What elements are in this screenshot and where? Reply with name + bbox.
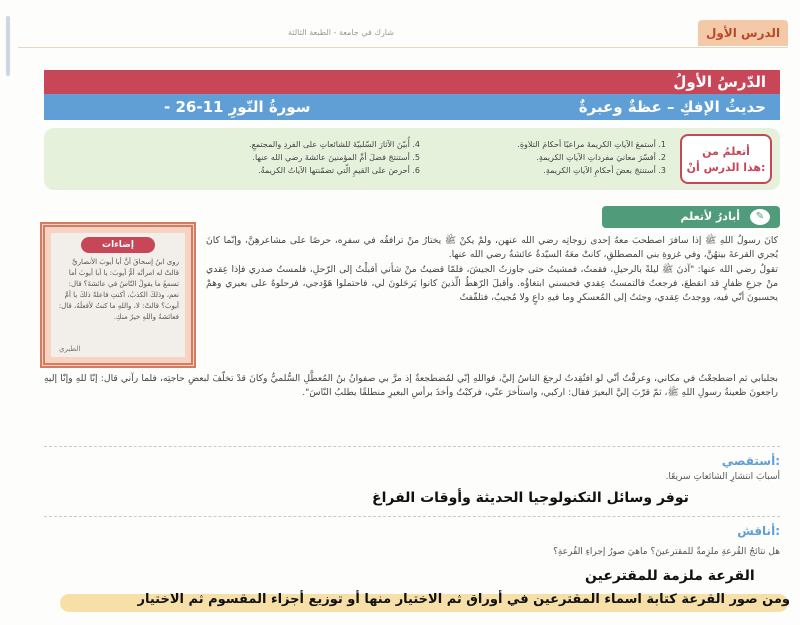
section-heading-label: أبادرُ لأتعلم bbox=[680, 210, 740, 223]
objectives-list-right bbox=[436, 138, 666, 177]
objectives-badge-line2: هذا الدرس أنْ: bbox=[686, 161, 766, 174]
answer-annotation: توفر وسائل التكنولوجيا الحديثة وأوقات الفراغ bbox=[372, 490, 689, 506]
section-heading bbox=[602, 206, 780, 228]
learning-objectives bbox=[44, 128, 780, 190]
narrative-text bbox=[206, 234, 778, 306]
objective-item: 5. أستنتجَ فضلَ أمِّ المؤمنينَ عائشةَ رضي الله عنها. bbox=[252, 153, 420, 162]
objective-item: 2. أفسّرَ معانيَ مفرداتِ الآياتِ الكريمةِ. bbox=[536, 153, 666, 162]
objectives-badge-line1: أتعلمُ من bbox=[702, 145, 750, 158]
lesson-title: حديثُ الإفكِ – عظةٌ وعبرةٌ bbox=[578, 98, 766, 116]
narrative-paragraph: بجلبابي ثم اضطجعْتُ في مكاني، وعرفْتُ أنّي لو افتُقِدتُ لرجعَ الناسُ إليَّ، فواللهِ إنّي لمُضطجعةٌ إذ مرَّ بي صفوانُ بنُ المُعطَّلِ السُّلميُّ وكانَ قدْ تخلّفَ لبعضِ حاجتِه، فلما رآني قال: إنّا للهِ وإنّا إليهِ راجعونَ ظعينةُ رسولِ اللهِ ﷺ، ثمّ قرّبَ إليَّ البعيرَ فقال: اركبي، واستأخرَ عنّي، فركبْتُ وأخذَ برأسِ البعيرِ منطلقًا يطلبُ النّاسَ". bbox=[44, 373, 778, 398]
answer-annotation-row bbox=[0, 590, 800, 618]
explore-heading: أستقصي: bbox=[721, 454, 780, 468]
objective-item: 6. أحرصَ على القيمِ الّتي تضمّنتها الآياتُ الكريمةُ. bbox=[258, 166, 420, 175]
header-lesson-tab: الدرس الأول bbox=[698, 20, 788, 46]
objective-item: 4. أُبيّنَ الآثارَ السّلبيّةَ للشائعاتِ على الفردِ والمجتمعِ. bbox=[249, 140, 420, 149]
lightbulb-icon: ✎ bbox=[750, 209, 770, 225]
section-divider bbox=[44, 516, 780, 517]
lesson-title-band bbox=[44, 70, 780, 120]
narrative-paragraph: كانَ رسولُ اللهِ ﷺ إذا سافرَ اصطحبَ معهُ إحدى زوجاتِه رضي الله عنهن، ولمْ يكنْ ﷺ يختارُ منْ ترافقُه في سفرِه، حرصًا على مشاعرهِنَّ، وإنّما كانَ يُجري القرعةَ بينهُنَّ، وفي غزوةِ بني المصطلقِ، كانتْ معَهُ السيّدةُ عائشةُ رضي الله عنها. bbox=[206, 235, 778, 260]
illuminations-title: إضاءات bbox=[81, 237, 155, 253]
discuss-heading: أناقش: bbox=[737, 524, 780, 538]
lesson-surah: - سورةُ النّورِ 11-26 bbox=[164, 98, 311, 116]
header-credit: شارك في جامعة - الطبعة الثالثة bbox=[288, 28, 394, 37]
narrative-paragraph: تقولُ رضي الله عنها: "آذنَ ﷺ ليلةً بالرحيلِ، فقمتُ، فمشيتُ حتى جاوزتُ الجيشَ، فلمّا قضيتُ منْ شأني أقبلْتُ إلى الرّحلِ، فلمستُ صدري فإذا عِقدي منْ جزعِ ظفارٍ قد انقطعَ، فرجعتُ فالتمستُ عِقدي فحبسني ابتغاؤُه. وأقبلَ الرّهطُ الّذينَ كانوا يَرحَلونَ لي، فاحتملوا هَوْدجي، فرحلوهُ على بعيري وهمْ يحسبونَ أنّي فيه، ووجدتُ عِقدي، وجئتُ إلى المُعسكرِ وما فيهِ داعٍ ولا مُجيبٌ، فتلفّفتُ bbox=[206, 264, 778, 303]
section-divider bbox=[44, 446, 780, 447]
lesson-title-row bbox=[44, 94, 780, 120]
running-header bbox=[18, 20, 788, 48]
illuminations-source: الطبري bbox=[59, 345, 81, 353]
illuminations-panel bbox=[40, 222, 196, 368]
explore-text: أسبابَ انتشارِ الشائعاتِ سريعًا. bbox=[665, 472, 780, 482]
objectives-list-left bbox=[120, 138, 420, 177]
illuminations-text: روى ابنُ إسحاقَ أنَّ أبا أيوبَ الأنصاريَّ قالتْ له امرأتُه أمُّ أيوبَ: يا أبا أيوبَ أما تسمعُ ما يقولُ النّاسُ في عائشةَ؟ قال: نعم، وذلكَ الكذبُ، أكنتِ فاعلةً ذلكَ يا أمَّ أيوبَ؟ قالتْ: لا، واللهِ ما كنتُ لأفعلَهُ، قال: فعائشةُ واللهِ خيرٌ منكِ. bbox=[58, 258, 179, 321]
discuss-text: هل نتائجُ القُرعةِ ملزِمةٌ للمقترعينَ؟ ماهيَ صورُ إجراءِ القُرعةِ؟ bbox=[553, 547, 780, 557]
answer-annotation: القرعة ملزمة للمقترعين bbox=[585, 568, 755, 584]
objectives-badge bbox=[680, 134, 772, 184]
narrative-continuation bbox=[44, 372, 778, 400]
lesson-label: الدّرسُ الأولُ bbox=[44, 70, 780, 94]
answer-annotation: ومن صور القرعة كتابة اسماء المقترعين في أوراق ثم الاختيار منها أو توزيع أجزاء المقسوم ثم الاختيار bbox=[137, 592, 790, 607]
objective-item: 1. أستمعَ الآياتِ الكريمةَ مراعيًا أحكامَ التلاوةِ. bbox=[517, 140, 666, 149]
objective-item: 3. أستنتجَ بعضَ أحكامِ الآياتِ الكريمةِ. bbox=[543, 166, 666, 175]
page-edge-marker bbox=[6, 16, 10, 76]
